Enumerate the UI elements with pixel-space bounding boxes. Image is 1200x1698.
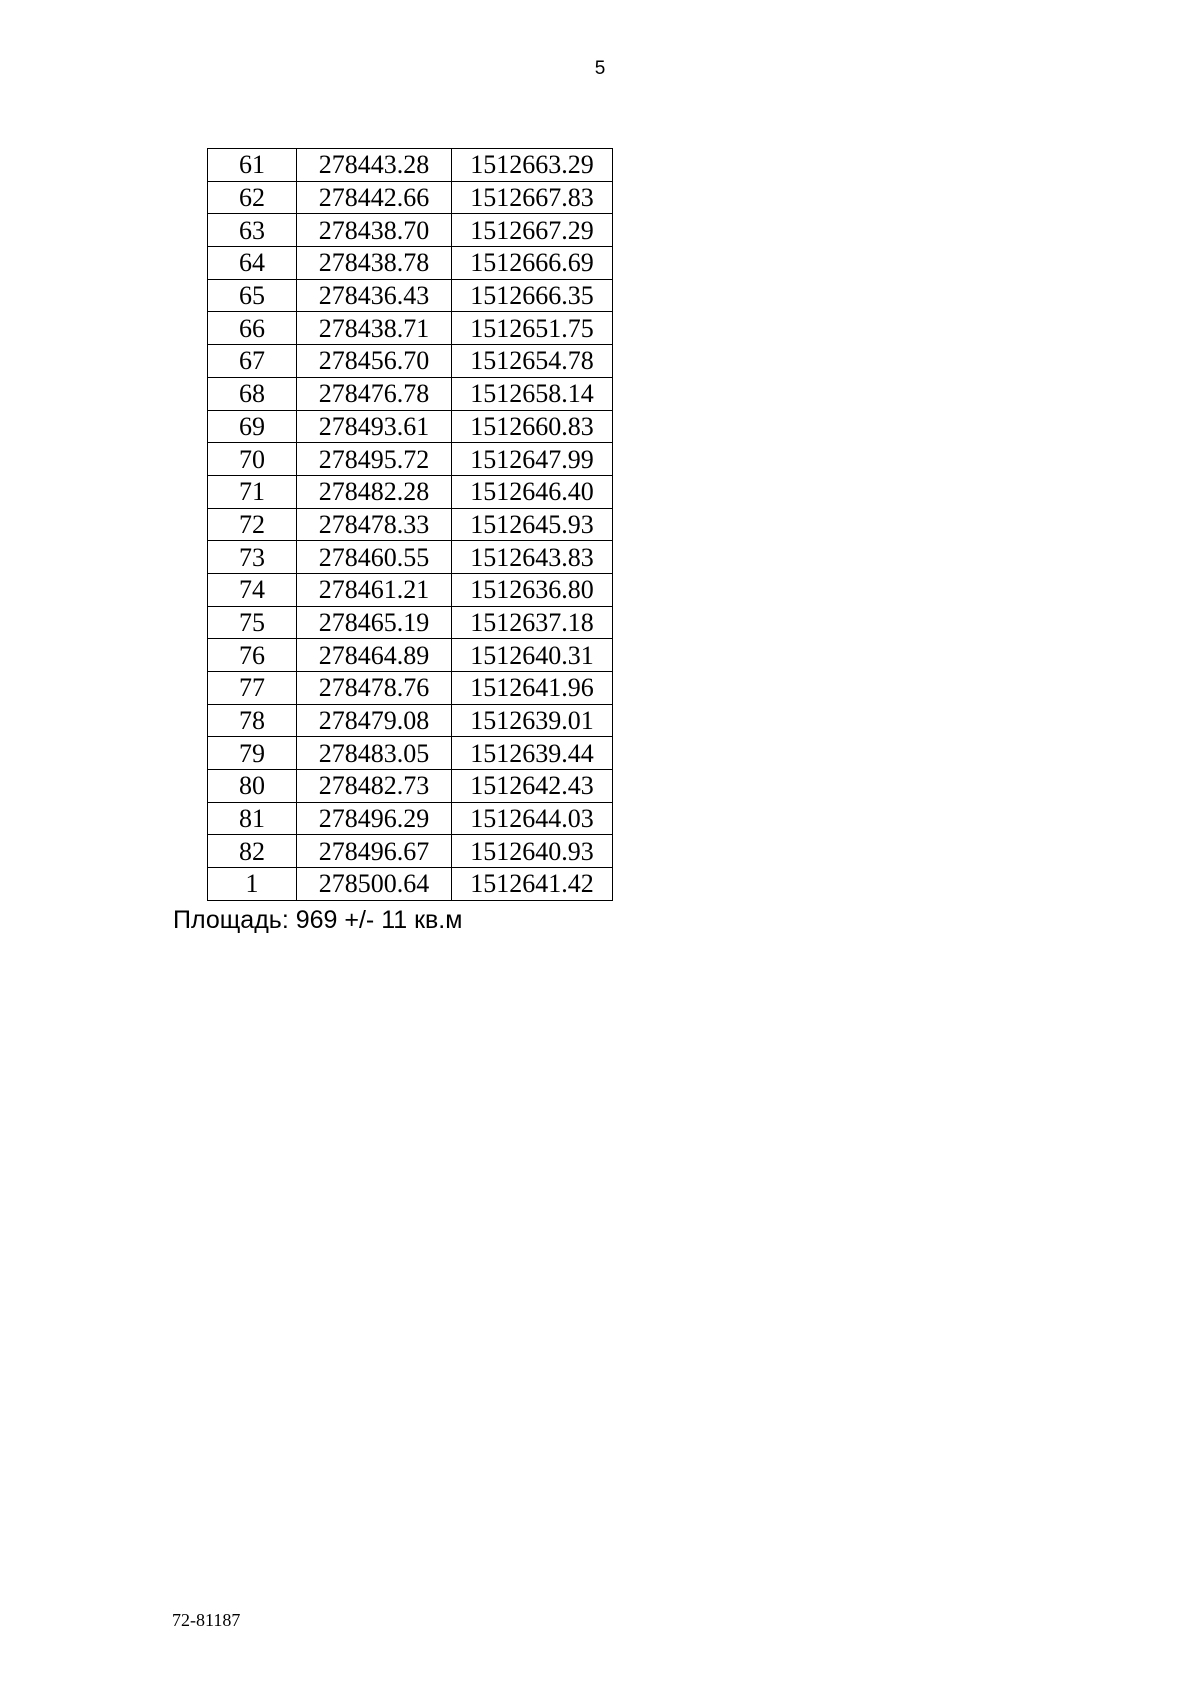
- coordinates-table-body: [208, 149, 613, 901]
- y-coordinate-cell: 1512646.40: [452, 475, 613, 508]
- y-coordinate-cell: 1512660.83: [452, 410, 613, 443]
- point-number-cell: 61: [208, 149, 297, 182]
- table-row: [208, 639, 613, 672]
- point-number-cell: 72: [208, 508, 297, 541]
- point-number-cell: 64: [208, 247, 297, 280]
- point-number-cell: 70: [208, 443, 297, 476]
- x-coordinate-cell: 278460.55: [297, 541, 452, 574]
- table-row: [208, 149, 613, 182]
- y-coordinate-cell: 1512641.96: [452, 672, 613, 705]
- page-number: 5: [594, 58, 606, 79]
- point-number-cell: 73: [208, 541, 297, 574]
- y-coordinate-cell: 1512667.29: [452, 214, 613, 247]
- table-row: [208, 770, 613, 803]
- x-coordinate-cell: 278438.70: [297, 214, 452, 247]
- x-coordinate-cell: 278438.71: [297, 312, 452, 345]
- y-coordinate-cell: 1512636.80: [452, 573, 613, 606]
- y-coordinate-cell: 1512666.35: [452, 279, 613, 312]
- x-coordinate-cell: 278456.70: [297, 345, 452, 378]
- x-coordinate-cell: 278496.29: [297, 802, 452, 835]
- x-coordinate-cell: 278493.61: [297, 410, 452, 443]
- y-coordinate-cell: 1512640.93: [452, 835, 613, 868]
- y-coordinate-cell: 1512658.14: [452, 377, 613, 410]
- document-code: 72-81187: [172, 1610, 241, 1630]
- y-coordinate-cell: 1512642.43: [452, 770, 613, 803]
- table-row: [208, 214, 613, 247]
- x-coordinate-cell: 278443.28: [297, 149, 452, 182]
- x-coordinate-cell: 278478.33: [297, 508, 452, 541]
- y-coordinate-cell: 1512644.03: [452, 802, 613, 835]
- table-row: [208, 672, 613, 705]
- x-coordinate-cell: 278496.67: [297, 835, 452, 868]
- point-number-cell: 80: [208, 770, 297, 803]
- x-coordinate-cell: 278476.78: [297, 377, 452, 410]
- table-row: [208, 475, 613, 508]
- y-coordinate-cell: 1512645.93: [452, 508, 613, 541]
- y-coordinate-cell: 1512639.01: [452, 704, 613, 737]
- y-coordinate-cell: 1512663.29: [452, 149, 613, 182]
- point-number-cell: 68: [208, 377, 297, 410]
- table-row: [208, 279, 613, 312]
- x-coordinate-cell: 278461.21: [297, 573, 452, 606]
- table-row: [208, 508, 613, 541]
- table-row: [208, 312, 613, 345]
- table-row: [208, 443, 613, 476]
- y-coordinate-cell: 1512637.18: [452, 606, 613, 639]
- table-row: [208, 573, 613, 606]
- table-row: [208, 704, 613, 737]
- point-number-cell: 1: [208, 868, 297, 901]
- point-number-cell: 77: [208, 672, 297, 705]
- area-text: Площадь: 969 +/- 11 кв.м: [173, 906, 463, 934]
- y-coordinate-cell: 1512651.75: [452, 312, 613, 345]
- point-number-cell: 76: [208, 639, 297, 672]
- point-number-cell: 82: [208, 835, 297, 868]
- x-coordinate-cell: 278465.19: [297, 606, 452, 639]
- point-number-cell: 78: [208, 704, 297, 737]
- table-row: [208, 345, 613, 378]
- table-row: [208, 606, 613, 639]
- x-coordinate-cell: 278495.72: [297, 443, 452, 476]
- point-number-cell: 81: [208, 802, 297, 835]
- table-row: [208, 868, 613, 901]
- y-coordinate-cell: 1512666.69: [452, 247, 613, 280]
- table-row: [208, 410, 613, 443]
- table-row: [208, 835, 613, 868]
- x-coordinate-cell: 278442.66: [297, 181, 452, 214]
- table-row: [208, 247, 613, 280]
- x-coordinate-cell: 278464.89: [297, 639, 452, 672]
- y-coordinate-cell: 1512667.83: [452, 181, 613, 214]
- y-coordinate-cell: 1512643.83: [452, 541, 613, 574]
- y-coordinate-cell: 1512654.78: [452, 345, 613, 378]
- x-coordinate-cell: 278483.05: [297, 737, 452, 770]
- x-coordinate-cell: 278482.28: [297, 475, 452, 508]
- y-coordinate-cell: 1512647.99: [452, 443, 613, 476]
- x-coordinate-cell: 278438.78: [297, 247, 452, 280]
- point-number-cell: 71: [208, 475, 297, 508]
- table-row: [208, 541, 613, 574]
- y-coordinate-cell: 1512641.42: [452, 868, 613, 901]
- table-row: [208, 181, 613, 214]
- point-number-cell: 62: [208, 181, 297, 214]
- x-coordinate-cell: 278500.64: [297, 868, 452, 901]
- y-coordinate-cell: 1512640.31: [452, 639, 613, 672]
- point-number-cell: 65: [208, 279, 297, 312]
- table-row: [208, 802, 613, 835]
- coordinates-table: [207, 148, 613, 901]
- y-coordinate-cell: 1512639.44: [452, 737, 613, 770]
- x-coordinate-cell: 278436.43: [297, 279, 452, 312]
- point-number-cell: 74: [208, 573, 297, 606]
- table-row: [208, 377, 613, 410]
- point-number-cell: 67: [208, 345, 297, 378]
- x-coordinate-cell: 278478.76: [297, 672, 452, 705]
- point-number-cell: 75: [208, 606, 297, 639]
- x-coordinate-cell: 278479.08: [297, 704, 452, 737]
- point-number-cell: 79: [208, 737, 297, 770]
- x-coordinate-cell: 278482.73: [297, 770, 452, 803]
- point-number-cell: 63: [208, 214, 297, 247]
- point-number-cell: 69: [208, 410, 297, 443]
- point-number-cell: 66: [208, 312, 297, 345]
- table-row: [208, 737, 613, 770]
